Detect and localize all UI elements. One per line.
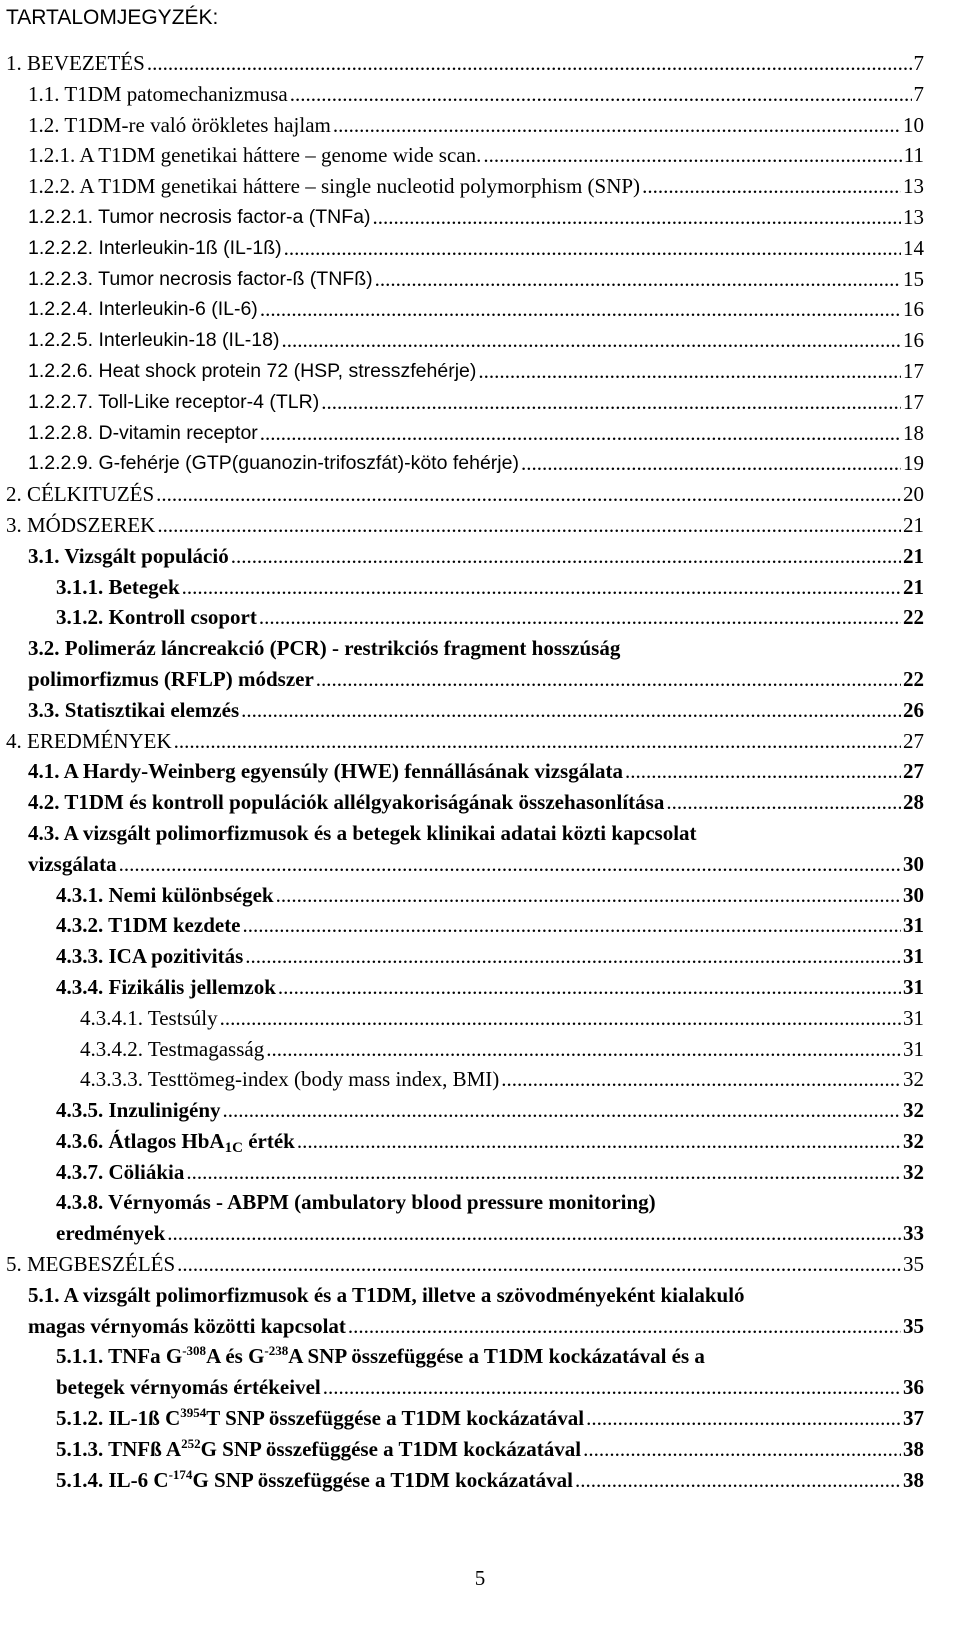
toc-page-number: 28 — [903, 790, 924, 815]
toc-entry-number: 1.2.2.5. — [28, 329, 94, 352]
toc-entry[interactable] — [0, 294, 960, 325]
toc-entry-text: MÓDSZEREK — [27, 512, 156, 537]
toc-entry-sub: 1C — [224, 1139, 243, 1156]
toc-page-number: 30 — [903, 882, 924, 907]
toc-page-number: 31 — [903, 974, 924, 999]
toc-page-number: 7 — [913, 81, 924, 106]
toc-entry-number: 4.3.1. — [56, 882, 104, 907]
toc-entry-text: Testmagasság — [147, 1036, 265, 1061]
dot-leader — [278, 972, 901, 1003]
toc-entry-number: 1.2.2.8. — [28, 421, 94, 444]
dot-leader — [241, 695, 901, 726]
toc-entry-text2: A és G — [206, 1344, 265, 1369]
toc-entry-text: Heat shock protein 72 (HSP, stresszfehérje) — [98, 359, 477, 382]
toc-entry-text — [28, 233, 282, 264]
toc-page-number: 38 — [903, 1436, 924, 1461]
dot-leader — [266, 1034, 901, 1065]
toc-entry-sup: -174 — [168, 1466, 193, 1482]
toc-entry-number: 4.3.6. — [56, 1128, 104, 1153]
toc-entry-text: A vizsgált polimorfizmusok és a betegek klinikai adatai közti kapcsolat — [63, 820, 697, 845]
toc-entry[interactable] — [0, 356, 960, 387]
dot-leader — [321, 387, 901, 418]
toc-entry[interactable] — [0, 171, 960, 202]
toc-entry[interactable] — [0, 140, 960, 171]
toc-entry-number: 5.1. — [28, 1282, 60, 1307]
toc-entry-continuation: eredmények — [56, 1221, 166, 1246]
toc-page-number: 11 — [903, 143, 924, 168]
toc-page-number: 21 — [903, 543, 924, 568]
toc-entry-text: Statisztikai elemzés — [64, 697, 240, 722]
toc-entry[interactable] — [0, 1003, 960, 1034]
dot-leader — [245, 941, 901, 972]
toc-entry-number: 5.1.1. — [56, 1344, 104, 1369]
toc-entry[interactable] — [0, 572, 960, 603]
toc-entry-number: 3.1.1. — [56, 574, 104, 599]
toc-entry-number: 4.3.3.3. — [80, 1067, 143, 1092]
dot-leader — [290, 79, 912, 110]
toc-entry-text — [56, 941, 243, 972]
toc-entry-number: 4.3.2. — [56, 913, 104, 938]
toc-entry-text: Interleukin-6 (IL-6) — [98, 298, 258, 321]
toc-entry[interactable] — [0, 1187, 960, 1249]
toc-entry-text: T1DM-re való örökletes hajlam — [64, 112, 331, 137]
toc-entry-text — [6, 479, 154, 510]
toc-entry[interactable] — [0, 910, 960, 941]
toc-entry-text2: érték — [242, 1128, 295, 1153]
dot-leader — [478, 356, 901, 387]
toc-entry-text — [28, 294, 258, 325]
toc-entry-number: 1.1. — [28, 81, 60, 106]
toc-page-number: 13 — [903, 174, 924, 199]
toc-entry[interactable] — [0, 726, 960, 757]
toc-entry-text: T1DM patomechanizmusa — [64, 81, 288, 106]
toc-entry-text — [28, 171, 640, 202]
toc-entry-number: 1. — [6, 51, 22, 75]
toc-page-number: 36 — [903, 1375, 924, 1400]
toc-entry-text — [6, 726, 172, 757]
toc-entry-text: Betegek — [108, 574, 180, 599]
toc-entry-text — [56, 910, 241, 941]
toc-entry-continuation: vizsgálata — [28, 851, 117, 876]
toc-entry-sup: 252 — [181, 1435, 201, 1451]
dot-leader — [323, 1372, 901, 1403]
toc-entry[interactable] — [0, 1465, 960, 1496]
toc-entry-text — [56, 1190, 656, 1214]
dot-leader — [177, 1249, 901, 1280]
toc-entry-text — [56, 972, 276, 1003]
toc-entry-text — [28, 636, 620, 660]
toc-entry-number: 1.2.2.6. — [28, 359, 94, 382]
toc-entry-number: 4. — [6, 728, 22, 753]
toc-page-number: 7 — [913, 51, 924, 75]
toc-entry-number: 3.3. — [28, 697, 60, 722]
toc-entry-text — [6, 1249, 175, 1280]
toc-entry-text: A Hardy-Weinberg egyensúly (HWE) fennállásának vizsgálata — [63, 759, 624, 784]
toc-entry-sup: 3954 — [180, 1405, 207, 1421]
dot-leader — [119, 849, 901, 880]
toc-page-number: 37 — [903, 1406, 924, 1431]
dot-leader — [243, 910, 901, 941]
toc-entry-text — [28, 140, 481, 171]
toc-entry-text — [56, 880, 274, 911]
dot-leader — [147, 48, 912, 79]
toc-entry-number: 1.2. — [28, 112, 60, 137]
toc-page-number: 14 — [903, 235, 924, 260]
toc-entry-text: Interleukin-1ß (IL-1ß) — [98, 236, 282, 259]
toc-page-number: 31 — [903, 1005, 924, 1030]
toc-entry-number: 4.3.4.2. — [80, 1036, 143, 1061]
toc-entry-continuation: magas vérnyomás közötti kapcsolat — [28, 1313, 346, 1338]
toc-entry[interactable] — [0, 479, 960, 510]
toc-entry-text — [56, 1157, 184, 1188]
toc-entry-text — [56, 1403, 584, 1434]
toc-page-number: 21 — [903, 512, 924, 537]
toc-entry-text: TNFß A — [108, 1436, 182, 1461]
toc-entry-text — [28, 264, 373, 295]
toc-entry[interactable] — [0, 818, 960, 880]
toc-entry-text: Cöliákia — [108, 1159, 185, 1184]
toc-entry-text: D-vitamin receptor — [98, 421, 258, 444]
toc-page-number: 31 — [903, 944, 924, 969]
toc-entry-number: 5.1.2. — [56, 1406, 104, 1431]
toc-entry-number: 5.1.4. — [56, 1467, 104, 1492]
dot-leader — [625, 756, 901, 787]
toc-entry-text: ICA pozitivitás — [108, 944, 244, 969]
dot-leader — [501, 1064, 901, 1095]
dot-leader — [156, 479, 901, 510]
toc-entry[interactable] — [0, 418, 960, 449]
dot-leader — [375, 264, 901, 295]
toc-entry-text: Tumor necrosis factor-a (TNFa) — [98, 205, 371, 228]
toc-entry-text — [80, 1034, 264, 1065]
toc-entry-text: BEVEZETÉS — [27, 51, 145, 75]
toc-page-number: 32 — [903, 1128, 924, 1153]
toc-page-number: 22 — [903, 605, 924, 630]
dot-leader — [316, 664, 901, 695]
toc-entry[interactable] — [0, 233, 960, 264]
toc-entry[interactable] — [0, 1249, 960, 1280]
toc-entry-text — [6, 48, 145, 79]
toc-entry-text: Interleukin-18 (IL-18) — [98, 329, 280, 352]
toc-entry-text: Nemi különbségek — [108, 882, 274, 907]
toc-entry-text — [56, 572, 180, 603]
toc-entry-text — [56, 1465, 573, 1496]
dot-leader — [642, 171, 901, 202]
toc-entry-text: Polimeráz láncreakció (PCR) - restrikciós fragment hosszúság — [64, 636, 621, 661]
toc-entry-number: 1.2.1. — [28, 143, 76, 168]
toc-entry-sup: -308 — [182, 1343, 207, 1359]
toc-entry-text2: T SNP összefüggése a T1DM kockázatával — [206, 1406, 585, 1431]
toc-entry[interactable] — [0, 1126, 960, 1157]
toc-title: TARTALOMJEGYZÉK: — [6, 6, 219, 29]
dot-leader — [167, 1218, 901, 1249]
toc-page-number: 26 — [903, 697, 924, 722]
toc-entry-number: 5.1.3. — [56, 1436, 104, 1461]
toc-entry-number: 3. — [6, 512, 22, 537]
toc-entry[interactable] — [0, 1034, 960, 1065]
toc-entry[interactable] — [0, 1157, 960, 1188]
toc-entry-number: 3.1.2. — [56, 605, 104, 630]
toc-entry-continuation: betegek vérnyomás értékeivel — [56, 1375, 321, 1400]
toc-entry-text3: A SNP összefüggése a T1DM kockázatával és a — [288, 1344, 705, 1369]
dot-leader — [575, 1465, 901, 1496]
dot-leader — [276, 880, 901, 911]
toc-entry-continuation: polimorfizmus (RFLP) módszer — [28, 666, 314, 691]
toc-entry-text: Vizsgált populáció — [64, 543, 229, 568]
toc-entry[interactable] — [0, 48, 960, 79]
dot-leader — [284, 233, 901, 264]
toc-page-number: 27 — [903, 759, 924, 784]
toc-entry-text — [28, 79, 288, 110]
toc-entry-text: T1DM kezdete — [108, 913, 241, 938]
dot-leader — [231, 541, 901, 572]
toc-page-number: 35 — [903, 1252, 924, 1277]
toc-page-number: 32 — [903, 1159, 924, 1184]
dot-leader — [586, 1403, 901, 1434]
toc-entry-number: 4.3. — [28, 820, 60, 845]
dot-leader — [348, 1311, 901, 1342]
dot-leader — [174, 726, 901, 757]
toc-page-number: 20 — [903, 482, 924, 507]
toc-entry-number: 4.3.4. — [56, 974, 104, 999]
toc-entry-number: 4.3.4.1. — [80, 1005, 143, 1030]
toc-entry-number: 4.3.7. — [56, 1159, 104, 1184]
toc-entry-text: Fizikális jellemzok — [108, 974, 276, 999]
toc-entry-text — [28, 202, 370, 233]
toc-entry-number: 1.2.2.3. — [28, 267, 94, 290]
dot-leader — [297, 1126, 901, 1157]
toc-page-number: 17 — [903, 389, 924, 414]
toc-page-number: 32 — [903, 1098, 924, 1123]
toc-entry-text: G-fehérje (GTP(guanozin-trifoszfát)-köto fehérje) — [98, 452, 519, 475]
toc-entry[interactable] — [0, 880, 960, 911]
toc-page-number: 32 — [903, 1067, 924, 1092]
toc-entry-text — [80, 1064, 499, 1095]
toc-entry-text — [80, 1003, 218, 1034]
toc-entry[interactable] — [0, 325, 960, 356]
toc-page-number: 18 — [903, 420, 924, 445]
dot-leader — [182, 572, 901, 603]
toc-entry[interactable] — [0, 1095, 960, 1126]
toc-entry[interactable] — [0, 972, 960, 1003]
toc-page-number: 31 — [903, 1036, 924, 1061]
toc-entry-text: IL-6 C — [108, 1467, 169, 1492]
toc-entry-text: A T1DM genetikai háttere – single nucleotid polymorphism (SNP) — [79, 174, 641, 199]
toc-entry[interactable] — [0, 1434, 960, 1465]
toc-entry[interactable] — [0, 1280, 960, 1342]
toc-entry-text: Inzulinigény — [108, 1098, 221, 1123]
toc-entry-text: A vizsgált polimorfizmusok és a T1DM, illetve a szövodményeként kialakuló — [63, 1282, 745, 1307]
dot-leader — [260, 418, 901, 449]
toc-entry-number: 4.3.8. — [56, 1190, 104, 1215]
toc-entry-number: 1.2.2. — [28, 174, 76, 199]
dot-leader — [666, 787, 901, 818]
toc-entry-text: CÉLKITUZÉS — [27, 482, 155, 507]
toc-page-number: 31 — [903, 913, 924, 938]
toc-entry[interactable] — [0, 1341, 960, 1403]
toc-entry-text — [28, 325, 280, 356]
dot-leader — [372, 202, 901, 233]
dot-leader — [186, 1157, 901, 1188]
dot-leader — [583, 1434, 901, 1465]
toc-entry[interactable] — [0, 787, 960, 818]
toc-entry-text2: G SNP összefüggése a T1DM kockázatával — [192, 1467, 573, 1492]
toc-entry-text: Testsúly — [147, 1005, 218, 1030]
toc-page-number: 17 — [903, 358, 924, 383]
toc-page-number: 35 — [903, 1313, 924, 1338]
toc-entry[interactable] — [0, 510, 960, 541]
toc-entry[interactable] — [0, 264, 960, 295]
dot-leader — [157, 510, 901, 541]
toc-entry-text — [28, 821, 697, 845]
toc-entry[interactable] — [0, 202, 960, 233]
toc-entry-number: 3.2. — [28, 636, 60, 661]
toc-entry-text — [28, 448, 519, 479]
toc-entry[interactable] — [0, 1064, 960, 1095]
toc-entry-text — [28, 418, 258, 449]
toc-page-number: 22 — [903, 666, 924, 691]
dot-leader — [260, 294, 901, 325]
toc-entry-text: T1DM és kontroll populációk allélgyakoriságának összehasonlítása — [64, 790, 665, 815]
toc-page-number: 38 — [903, 1467, 924, 1492]
toc-entry-number: 1.2.2.4. — [28, 298, 94, 321]
toc-entry-text: TNFa G — [108, 1344, 183, 1369]
toc-entry-number: 1.2.2.2. — [28, 236, 94, 259]
toc-entry[interactable] — [0, 79, 960, 110]
page-number: 5 — [474, 1566, 486, 1590]
toc-entry[interactable] — [0, 756, 960, 787]
toc-entry-text2: G SNP összefüggése a T1DM kockázatával — [200, 1436, 582, 1461]
table-of-contents — [0, 48, 960, 1495]
toc-entry-text — [28, 110, 331, 141]
toc-entry-text — [28, 695, 239, 726]
toc-entry-number: 3.1. — [28, 543, 60, 568]
toc-entry-text: Testtömeg-index (body mass index, BMI) — [147, 1067, 500, 1092]
toc-entry-number: 4.3.3. — [56, 944, 104, 969]
toc-entry[interactable] — [0, 110, 960, 141]
toc-entry-number: 5. — [6, 1252, 22, 1277]
toc-page-number: 19 — [903, 451, 924, 476]
toc-entry-text — [56, 1434, 581, 1465]
toc-entry[interactable] — [0, 387, 960, 418]
toc-entry-text — [56, 1095, 221, 1126]
dot-leader — [282, 325, 902, 356]
toc-entry[interactable] — [0, 633, 960, 695]
toc-entry-number: 1.2.2.1. — [28, 205, 94, 228]
toc-page-number: 13 — [903, 204, 924, 229]
toc-entry-number: 4.1. — [28, 759, 60, 784]
toc-entry-text: Átlagos HbA — [108, 1128, 225, 1153]
toc-entry[interactable] — [0, 448, 960, 479]
toc-entry-number: 4.3.5. — [56, 1098, 104, 1123]
toc-page-number: 16 — [903, 328, 924, 353]
toc-entry-text: Vérnyomás - ABPM (ambulatory blood pressure monitoring) — [108, 1190, 656, 1215]
toc-entry-text: IL-1ß C — [108, 1406, 181, 1431]
toc-page-number: 15 — [903, 266, 924, 291]
toc-entry-text — [6, 510, 155, 541]
dot-leader — [333, 110, 901, 141]
toc-entry-text — [28, 541, 229, 572]
toc-entry-text — [56, 602, 257, 633]
dot-leader — [220, 1003, 901, 1034]
toc-page-number: 10 — [903, 112, 924, 137]
dot-leader — [259, 602, 901, 633]
toc-entry[interactable] — [0, 941, 960, 972]
toc-entry-text — [56, 1126, 295, 1157]
toc-entry[interactable] — [0, 1403, 960, 1434]
toc-entry-text: Tumor necrosis factor-ß (TNFß) — [98, 267, 373, 290]
toc-entry-number: 4.2. — [28, 790, 60, 815]
toc-entry-number: 1.2.2.7. — [28, 390, 94, 413]
toc-entry[interactable] — [0, 541, 960, 572]
toc-entry-text — [28, 1283, 745, 1307]
toc-entry-text: Kontroll csoport — [108, 605, 257, 630]
toc-entry-number: 2. — [6, 482, 22, 507]
dot-leader — [223, 1095, 901, 1126]
toc-entry-text — [28, 356, 476, 387]
toc-entry-text — [28, 756, 623, 787]
dot-leader — [521, 448, 901, 479]
toc-entry[interactable] — [0, 602, 960, 633]
toc-entry-number: 1.2.2.9. — [28, 452, 94, 475]
toc-entry-text: Toll-Like receptor-4 (TLR) — [98, 390, 320, 413]
toc-page-number: 33 — [903, 1221, 924, 1246]
toc-entry-text: A T1DM genetikai háttere – genome wide scan. — [79, 143, 482, 168]
toc-entry-text: MEGBESZÉLÉS — [27, 1252, 176, 1277]
toc-entry-text — [56, 1344, 705, 1368]
toc-entry-text — [28, 787, 664, 818]
toc-page-number: 27 — [903, 728, 924, 753]
toc-page-number: 30 — [903, 851, 924, 876]
toc-page-number: 16 — [903, 297, 924, 322]
toc-entry-text: EREDMÉNYEK — [27, 728, 172, 753]
toc-entry-sup2: -238 — [264, 1343, 289, 1359]
dot-leader — [483, 140, 901, 171]
toc-entry[interactable] — [0, 695, 960, 726]
toc-entry-text — [28, 387, 319, 418]
toc-page-number: 21 — [903, 574, 924, 599]
